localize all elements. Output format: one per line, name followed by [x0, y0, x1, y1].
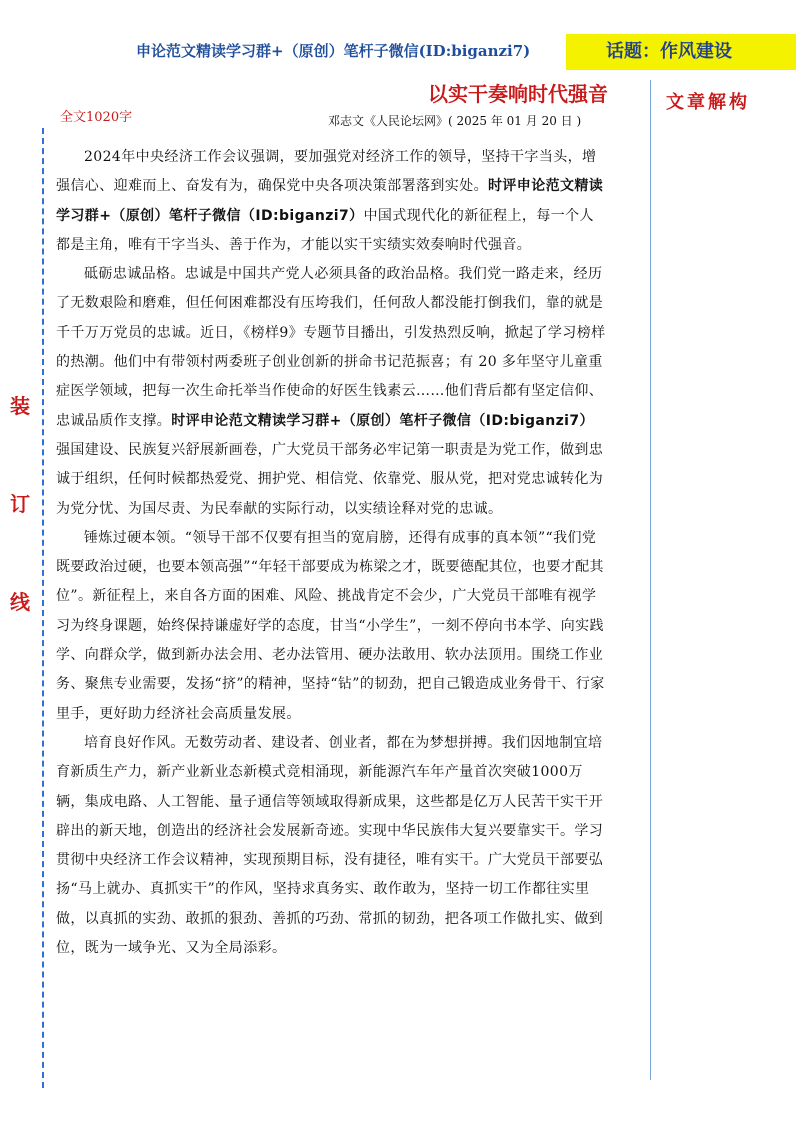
promo-text: 时评申论范文精读学习群+（原创）笔杆子微信（ID:biganzi7）	[171, 412, 594, 429]
paragraph-text: 强国建设、民族复兴舒展新画卷，广大党员干部务必牢记第一职责是为党工作，做到忠诚于组织，任何时候都热爱党、拥护党、相信党、依靠党、服从党，把对党忠诚转化为为党分忧、为国尽责、为民奉献的实际行动，以实绩诠释对党的忠诚。	[56, 441, 604, 517]
byline: 邓志文《人民论坛网》( 2025 年 01 月 20 日 )	[328, 114, 582, 128]
article-title: 以实干奏响时代强音	[428, 82, 608, 106]
paragraph-text: 中国式现代化的新征程上，每一个人都是主角，唯有干字当头、善于作为，才能以实干实绩实效奏响时代强音。	[56, 207, 594, 253]
analysis-label: 文章解构	[666, 92, 750, 113]
promo-text: 时评申论范文精读学习群+（原创）笔杆子微信（ID:biganzi7）	[56, 178, 604, 224]
binding-char-zhuang: 装	[6, 390, 34, 419]
paragraph-text: 2024年中央经济工作会议强调，要加强党对经济工作的领导，坚持干字当头，增强信心、迎难而上、奋发有为，确保党中央各项决策部署落到实处。	[56, 149, 597, 195]
binding-dashed-line	[42, 128, 44, 1088]
binding-char-ding: 订	[6, 488, 34, 517]
binding-char-xian: 线	[6, 586, 34, 615]
paragraph-style: 培育良好作风。无数劳动者、建设者、创业者，都在为梦想拼搏。我们因地制宜培育新质生产力，新产业新业态新模式竞相涌现，新能源汽车年产量首次突破1000万辆，集成电路、人工智能、量子通信等领域取得新成果，这些都是亿万人民苦干实干开辟出的新天地，创造出的经济社会发展新奇迹。实现中华民族伟大复兴要靠实干。学习贯彻中央经济工作会议精神，实现预期目标，没有捷径，唯有实干。广大党员干部要弘扬“马上就办、真抓实干”的作风，坚持求真务实、敢作敢为，坚持一切工作都往实里做，以真抓的实劲、敢抓的狠劲、善抓的巧劲、常抓的韧劲，把各项工作做扎实、做到位，既为一域争光、又为全局添彩。	[56, 734, 604, 957]
paragraph-intro	[56, 143, 606, 260]
topic-badge: 话题：作风建设	[566, 34, 796, 70]
paragraph-text: 砥砺忠诚品格。忠诚是中国共产党人必须具备的政治品格。我们党一路走来，经历了无数艰险和磨难，但任何困难都没有压垮我们，任何敌人都没能打倒我们，靠的就是千千万万党员的忠诚。近日，《榜样9》专题节目播出，引发热烈反响，掀起了学习榜样的热潮。他们中有带领村两委班子创业创新的拼命书记范振喜；有 20 多年坚守儿童重症医学领域，把每一次生命托举当作使命的好医生钱素云……他们背后都有坚定信仰、忠诚品质作支撑。	[56, 266, 606, 429]
paragraph-loyalty	[56, 260, 606, 524]
paragraph-skills: 锤炼过硬本领。“领导干部不仅要有担当的宽肩膀，还得有成事的真本领”“我们党既要政治过硬，也要本领高强”“年轻干部要成为栋梁之才，既要德配其位，也要才配其位”。新征程上，来自各方面的困难、风险、挑战肯定不会少，广大党员干部唯有视学习为终身课题，始终保持谦虚好学的态度，甘当“小学生”，一刻不停向书本学、向实践学、向群众学，做到新办法会用、老办法管用、硬办法敢用、软办法顶用。围绕工作业务、聚焦专业需要，发扬“挤”的精神，坚持“钻”的韧劲，把自己锻造成业务骨干、行家里手，更好助力经济社会高质量发展。	[56, 529, 605, 722]
article-body	[56, 143, 606, 963]
word-count: 全文1020字	[60, 110, 133, 125]
analysis-column-divider	[650, 80, 651, 1080]
group-title: 申论范文精读学习群+（原创）笔杆子微信(ID:biganzi7)	[136, 42, 531, 60]
